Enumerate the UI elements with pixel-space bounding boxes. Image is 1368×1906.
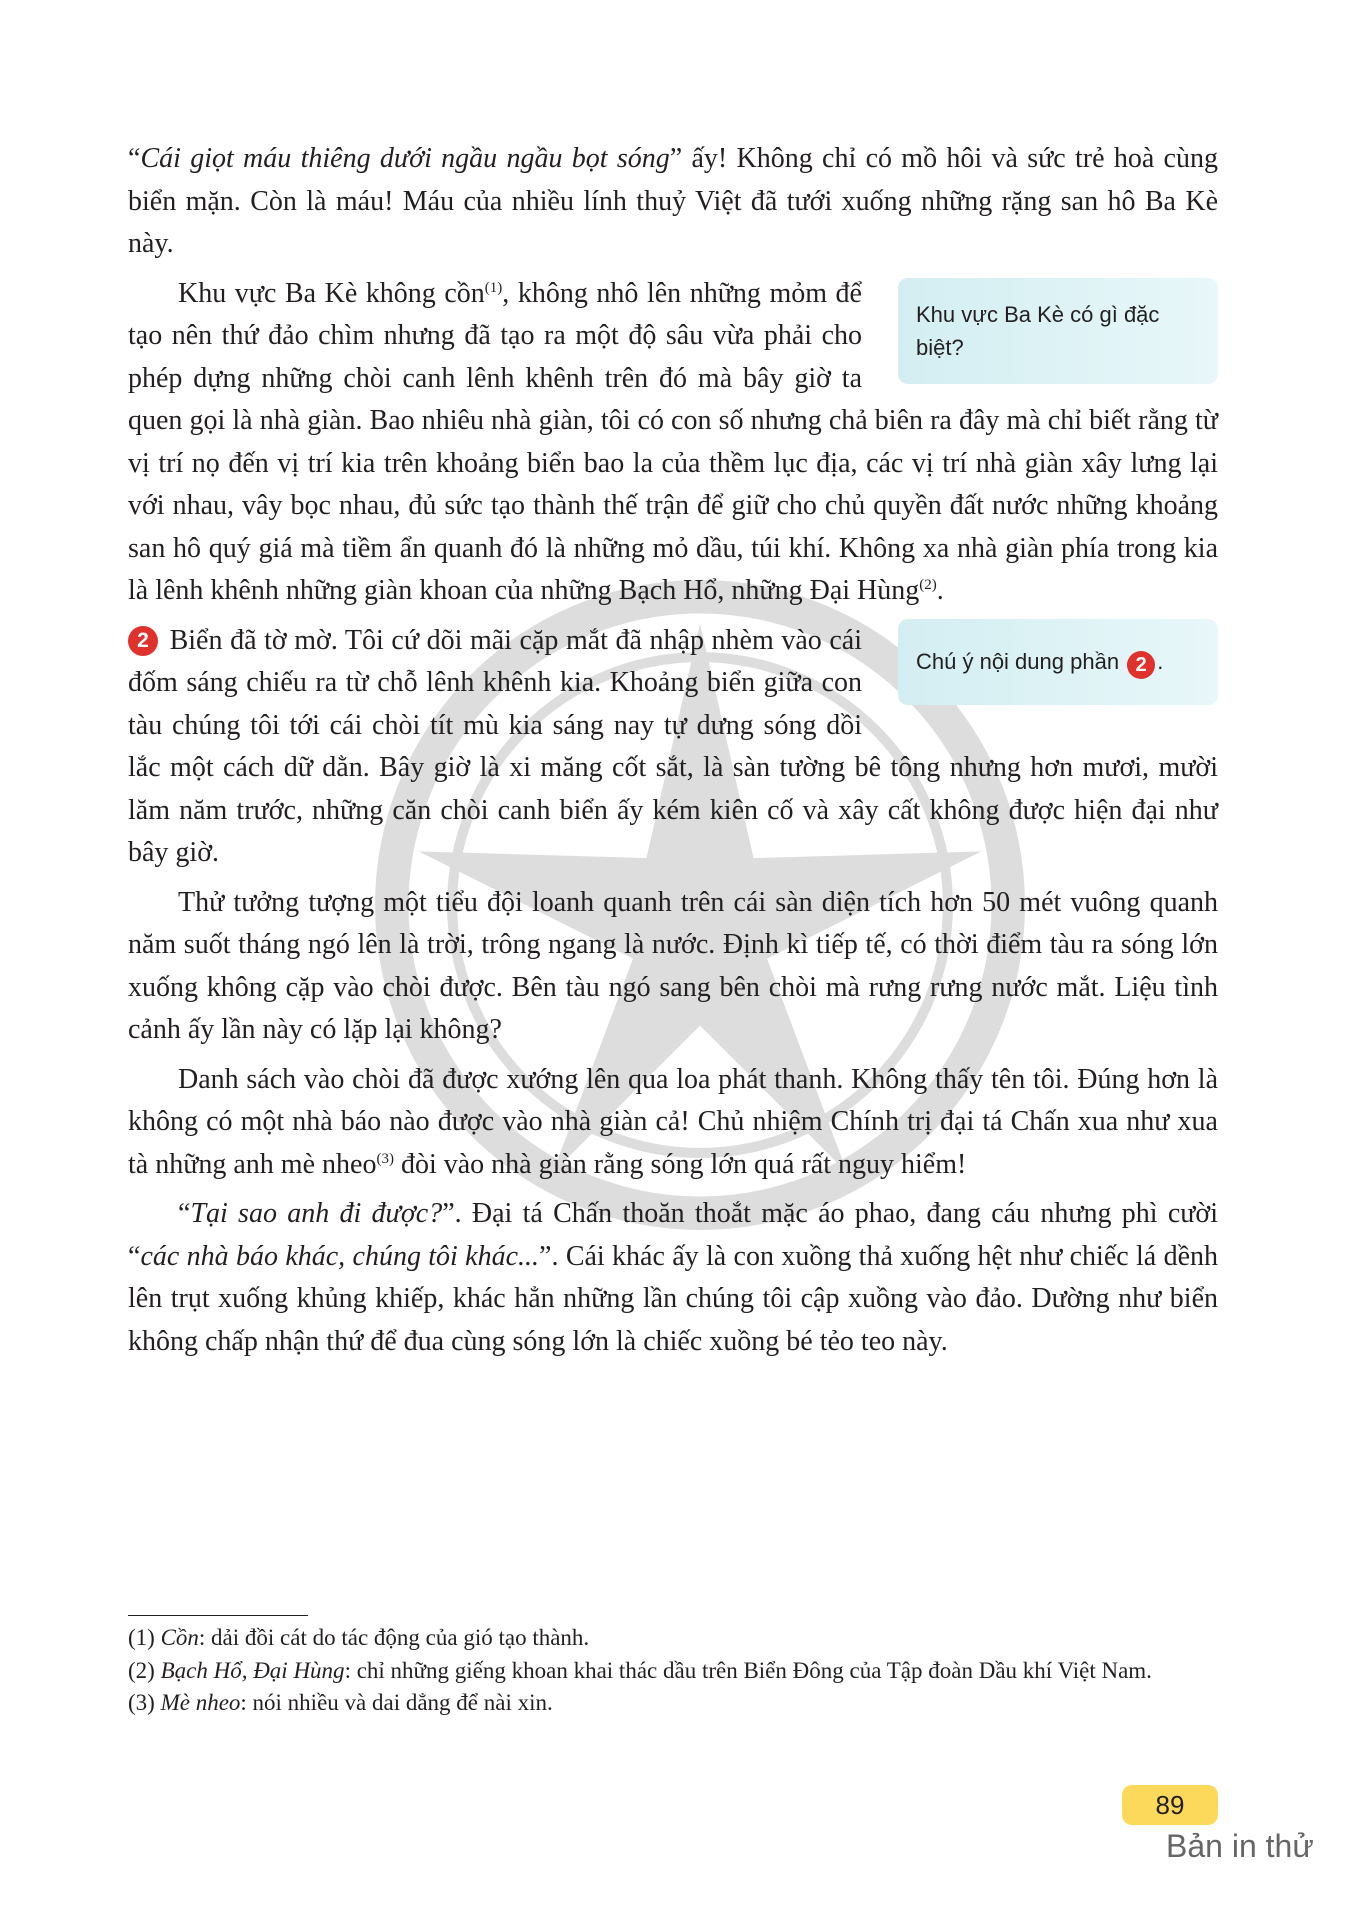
footnote-divider [128,1615,308,1616]
page-number: 89 [1122,1785,1218,1825]
paragraph-5: Danh sách vào chòi đã được xướng lên qua loa phát thanh. Không thấy tên tôi. Đúng hơn là không có một nhà báo nào được vào nhà giàn cả! Chủ nhiệm Chính trị đại tá Chấn xua như xua tà những anh mè nheo$^{(3)}$ đòi vào nhà giàn rằng sóng lớn quá rất nguy hiểm! [128,1063,1218,1180]
section-marker-2: 2 [128,626,158,656]
paragraph-6: “Tại sao anh đi được?”. Đại tá Chấn thoăn thoắt mặc áo phao, đang cáu nhưng phì cười “các nhà báo khác, chúng tôi khác...”. Cái khác ấy là con xuồng thả xuống hệt như chiếc lá dềnh lên trụt xuống khủng khiếp, khác hẳn những lần chúng tôi cập xuồng vào đảo. Dường như biển không chấp nhận thứ để đua cùng sóng lớn là chiếc xuồng bé tẻo teo này. [128,1198,1219,1357]
quote-text: các nhà báo khác, chúng tôi khác... [140,1240,540,1272]
quote-text: Tại sao anh đi được? [190,1198,443,1229]
paragraph-2: Khu vực Ba Kè không cồn$^{(1)}$, không nhô lên những mỏm để tạo nên thứ đảo chìm nhưng đã tạo ra một độ sâu vừa phải cho phép dựng những chòi canh lênh khênh trên đó mà bây giờ ta quen gọi là nhà giàn. Bao nhiêu nhà giàn, tôi có con số nhưng chả biên ra đây mà chỉ biết rằng từ vị trí nọ đến vị trí kia trên khoảng biển bao la của thềm lục địa, các vị trí nhà giàn xây lưng lại với nhau, vây bọc nhau, đủ sức tạo thành thế trận để giữ cho chủ quyền đất nước những khoảng san hô quý giá mà tiềm ẩn quanh đó là những mỏ dầu, túi khí. Không xa nhà giàn phía trong kia là lênh khênh những giàn khoan của những Bạch Hổ, những Đại Hùng$^{(2)}$. [128,277,1218,606]
section-badge-2: 2 [1127,651,1155,679]
paragraph-3: 2 Biển đã tờ mờ. Tôi cứ dõi mãi cặp mắt đã nhập nhèm vào cái đốm sáng chiếu ra từ chỗ lênh khênh kia. Khoảng biển giữa con tàu chúng tôi tới cái chòi tít mù kia sáng nay tự dưng sóng dồi lắc một cách dữ dằn. Bây giờ là xi măng cốt sắt, là sàn tường bê tông nhưng hơn mươi, mười lăm năm trước, những căn chòi canh biển ấy kém kiên cố và xây cất không được hiện đại như bây giờ. [128,624,1218,868]
footnotes [128,1622,1218,1720]
sidebar-question-2: Chú ý nội dung phần 2 . [898,619,1218,705]
draft-label: Bản in thử [1166,1828,1314,1864]
footnote-ref-2: (2) [919,577,937,593]
footnote-1: (1) Cồn: dải đồi cát do tác động của gió tạo thành. [128,1625,590,1650]
paragraph-1: “Cái giọt máu thiêng dưới ngầu ngầu bọt sóng” ấy! Không chỉ có mồ hôi và sức trẻ hoà cùng biển mặn. Còn là máu! Máu của nhiều lính thuỷ Việt đã tưới xuống những rặng san hô Ba Kè này. [128,143,1218,259]
sidebar-question-1-text: Khu vực Ba Kè có gì đặc biệt? [916,301,1160,360]
sidebar-question-2-text: Chú ý nội dung phần [916,648,1120,674]
paragraph-4: Thử tưởng tượng một tiểu đội loanh quanh trên cái sàn diện tích hơn 50 mét vuông quanh năm suốt tháng ngó lên là trời, trông ngang là nước. Định kì tiếp tế, có thời điểm tàu ra sóng lớn xuống không cặp vào chòi được. Bên tàu ngó sang bên chòi mà rưng rưng nước mắt. Liệu tình cảnh ấy lần này có lặp lại không? [128,886,1218,1045]
footnote-ref-1: (1) [484,279,503,296]
quote-text: Cái giọt máu thiêng dưới ngầu ngầu bọt sóng [140,143,670,174]
footnote-3: (3) Mè nheo: nói nhiều và dai dẳng để nài xin. [128,1690,553,1715]
article-body [128,138,1218,1363]
sidebar-question-1 [898,278,1218,384]
footnote-ref-3: (3) [376,1150,394,1167]
footnote-2: (2) Bạch Hổ, Đại Hùng: chỉ những giếng khoan khai thác dầu trên Biển Đông của Tập đoàn Dầu khí Việt Nam. [128,1657,1152,1683]
